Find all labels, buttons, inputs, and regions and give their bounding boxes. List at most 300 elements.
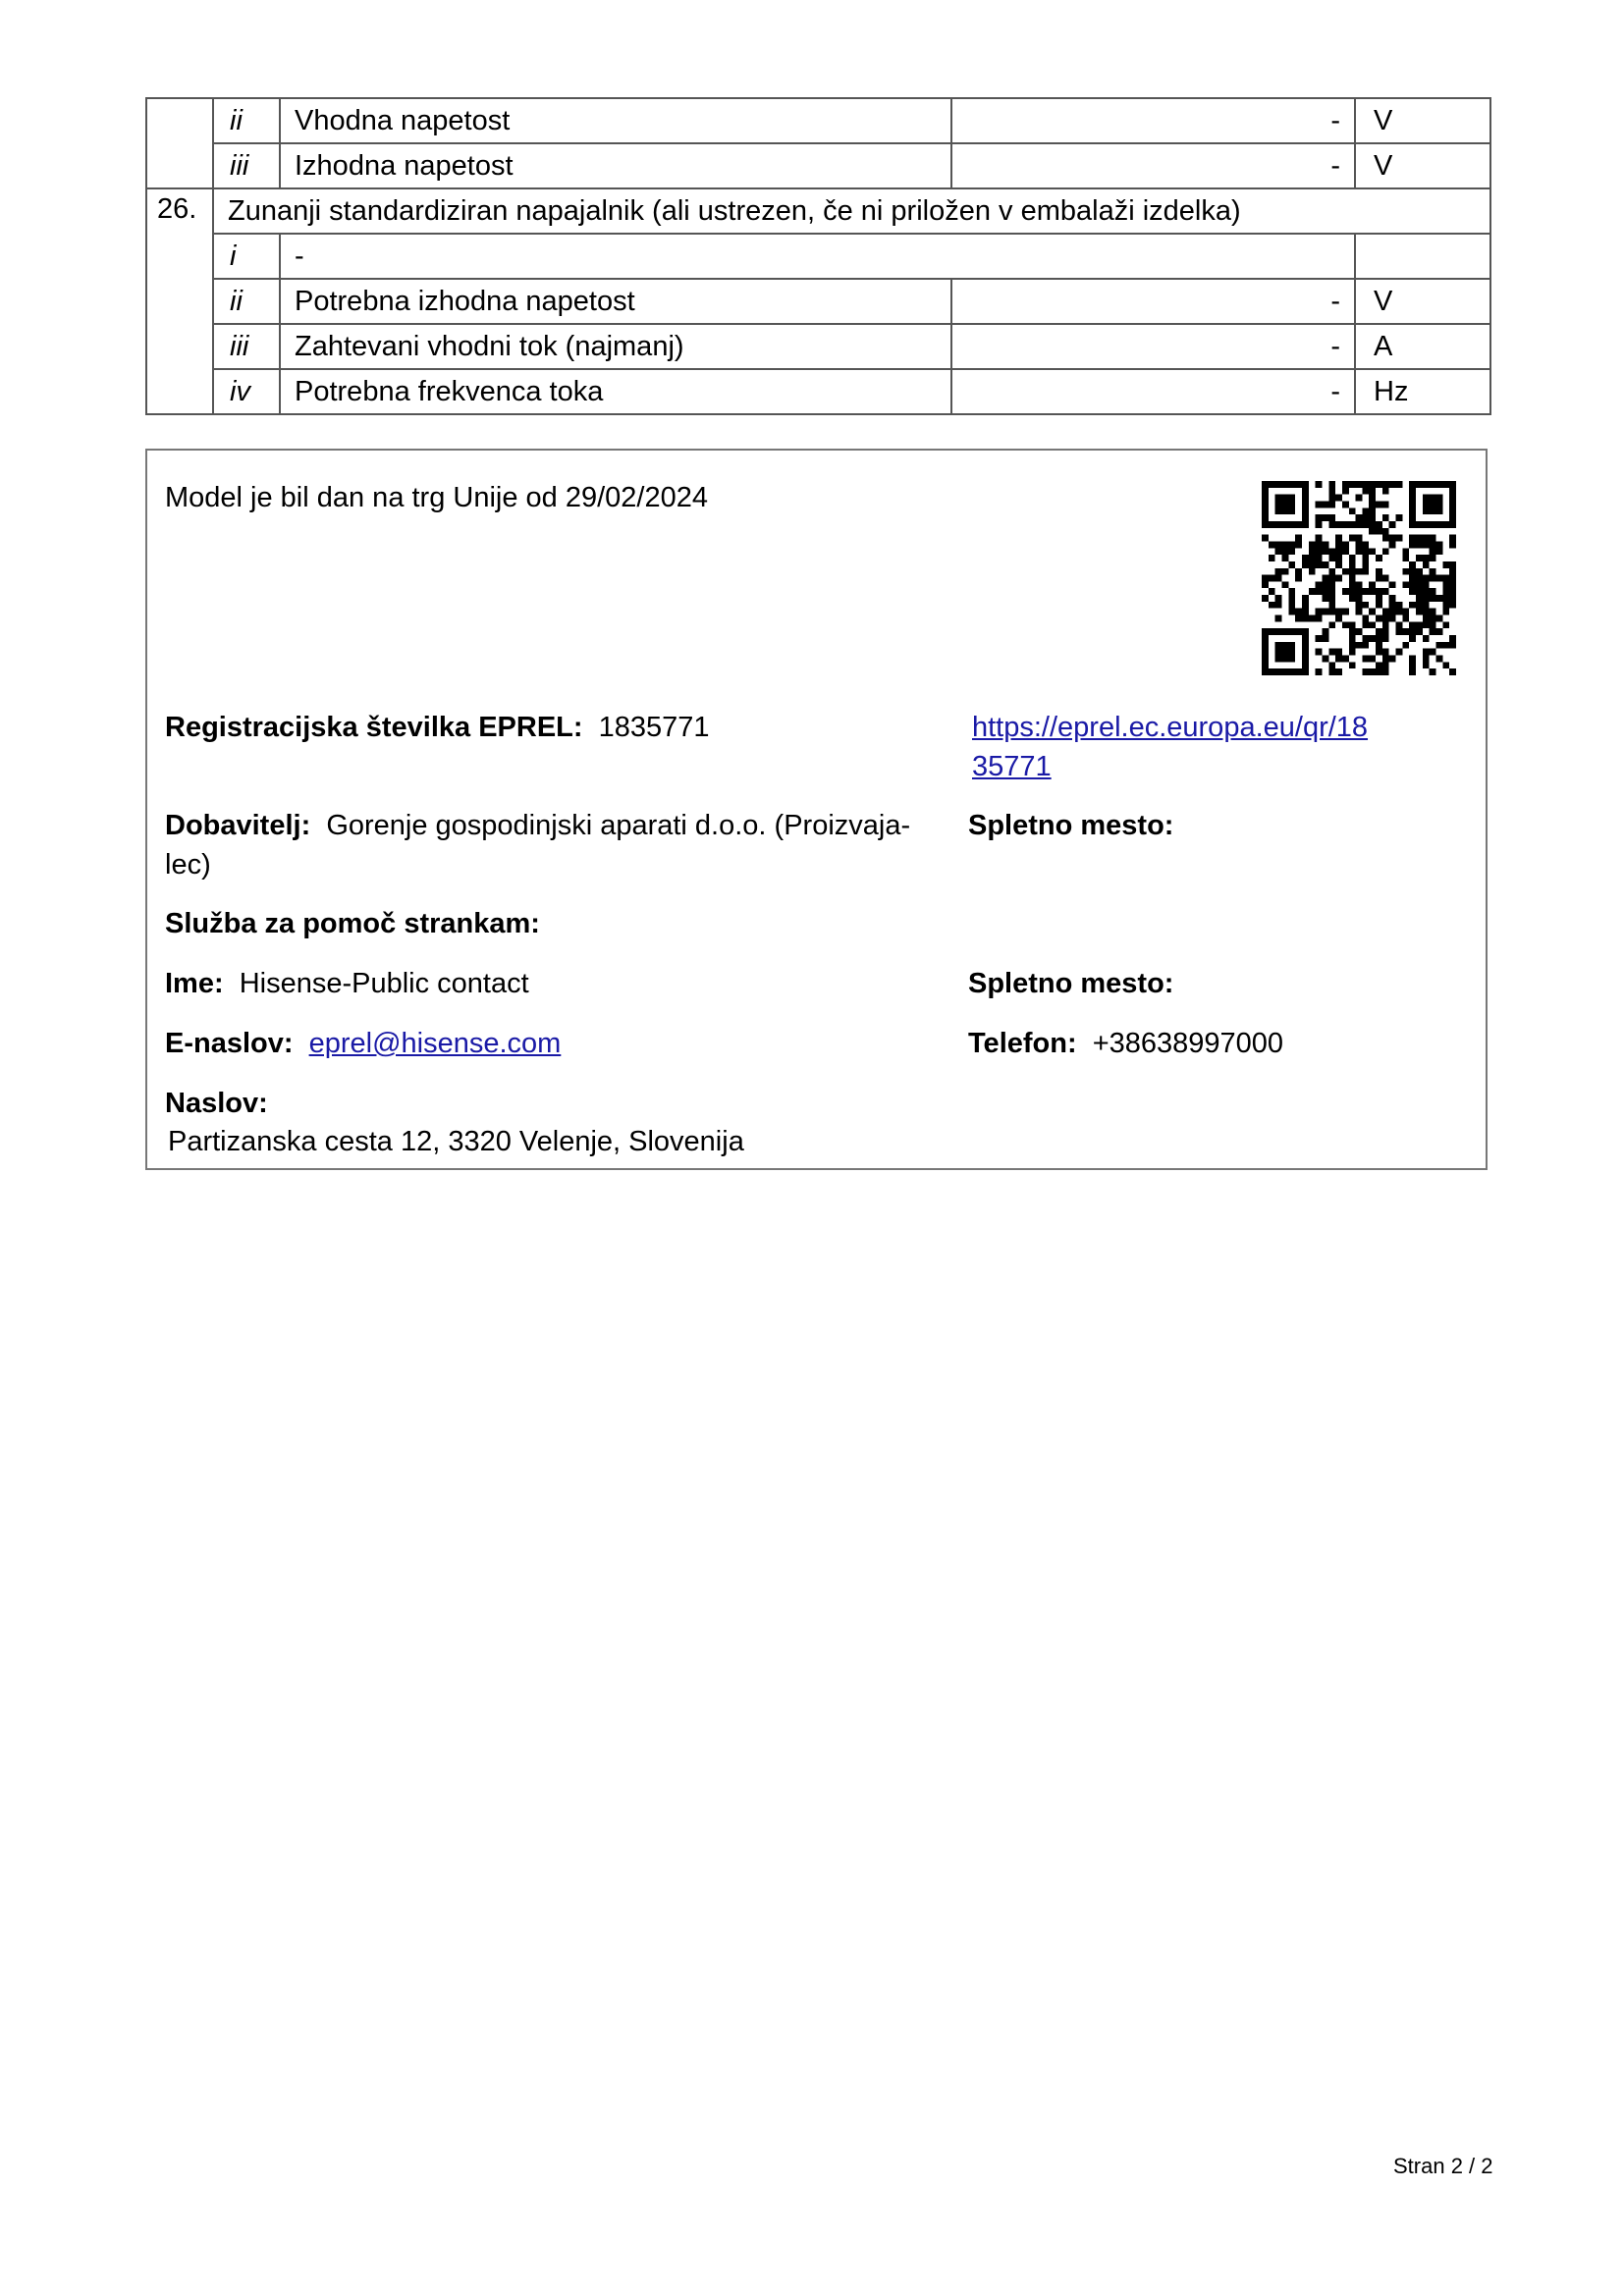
qr-module xyxy=(1356,481,1363,488)
qr-module xyxy=(1342,501,1349,507)
contact-name xyxy=(165,964,529,1003)
qr-module xyxy=(1449,521,1456,528)
qr-module xyxy=(1262,595,1269,602)
qr-module xyxy=(1302,488,1309,495)
qr-module xyxy=(1389,481,1396,488)
row-value: - xyxy=(951,324,1355,369)
qr-module xyxy=(1288,507,1295,514)
row-unit: V xyxy=(1355,143,1490,188)
qr-module xyxy=(1262,662,1269,668)
eprel-url-line1[interactable]: https://eprel.ec.europa.eu/qr/18 xyxy=(972,712,1369,743)
qr-module xyxy=(1262,481,1269,488)
qr-module xyxy=(1262,575,1269,582)
qr-module xyxy=(1322,609,1328,615)
qr-module xyxy=(1416,541,1423,548)
row-unit xyxy=(1355,234,1490,279)
qr-module xyxy=(1430,609,1436,615)
qr-module xyxy=(1335,649,1342,656)
qr-module xyxy=(1295,628,1302,635)
qr-module xyxy=(1442,481,1449,488)
qr-module xyxy=(1322,561,1328,568)
qr-module xyxy=(1275,541,1282,548)
qr-module xyxy=(1382,575,1389,582)
qr-module xyxy=(1423,521,1430,528)
qr-module xyxy=(1356,581,1363,588)
qr-module xyxy=(1302,609,1309,615)
qr-module xyxy=(1322,588,1328,595)
qr-module xyxy=(1328,521,1335,528)
qr-module xyxy=(1449,588,1456,595)
qr-module xyxy=(1328,548,1335,555)
qr-module xyxy=(1275,521,1282,528)
qr-module xyxy=(1295,541,1302,548)
qr-module xyxy=(1416,535,1423,542)
contact-phone xyxy=(968,1024,1283,1063)
qr-module xyxy=(1423,588,1430,595)
qr-module xyxy=(1449,581,1456,588)
qr-module xyxy=(1288,541,1295,548)
qr-module xyxy=(1316,481,1323,488)
qr-module xyxy=(1436,521,1443,528)
qr-module xyxy=(1402,568,1409,575)
qr-module xyxy=(1302,628,1309,635)
qr-module xyxy=(1342,541,1349,548)
qr-module xyxy=(1349,507,1356,514)
row-subindex: ii xyxy=(213,98,280,143)
table-row xyxy=(146,279,1490,324)
qr-module xyxy=(1369,488,1376,495)
qr-module xyxy=(1362,568,1369,575)
qr-module xyxy=(1356,495,1363,502)
qr-module xyxy=(1423,495,1430,502)
qr-module xyxy=(1396,602,1403,609)
eprel-registration xyxy=(165,708,710,747)
qr-module xyxy=(1449,575,1456,582)
qr-module xyxy=(1382,621,1389,628)
qr-module xyxy=(1275,595,1282,602)
qr-module xyxy=(1349,568,1356,575)
qr-module xyxy=(1376,649,1382,656)
qr-module xyxy=(1449,568,1456,575)
qr-module xyxy=(1389,615,1396,622)
qr-code-icon xyxy=(1262,481,1456,675)
qr-module xyxy=(1430,595,1436,602)
qr-module xyxy=(1369,514,1376,521)
qr-module xyxy=(1409,507,1416,514)
qr-module xyxy=(1328,501,1335,507)
qr-module xyxy=(1349,621,1356,628)
qr-module xyxy=(1281,568,1288,575)
qr-module xyxy=(1436,548,1443,555)
qr-module xyxy=(1342,521,1349,528)
qr-module xyxy=(1409,481,1416,488)
qr-module xyxy=(1369,668,1376,675)
qr-module xyxy=(1281,501,1288,507)
qr-module xyxy=(1362,588,1369,595)
qr-module xyxy=(1442,581,1449,588)
qr-module xyxy=(1281,649,1288,656)
qr-module xyxy=(1302,642,1309,649)
page-number: Stran 2 / 2 xyxy=(1393,2154,1493,2178)
qr-module xyxy=(1442,561,1449,568)
qr-module xyxy=(1316,555,1323,561)
qr-module xyxy=(1423,535,1430,542)
qr-module xyxy=(1382,635,1389,642)
qr-module xyxy=(1302,615,1309,622)
qr-module xyxy=(1322,635,1328,642)
qr-module xyxy=(1409,561,1416,568)
qr-module xyxy=(1382,514,1389,521)
qr-module xyxy=(1409,488,1416,495)
qr-module xyxy=(1442,662,1449,668)
qr-module xyxy=(1382,488,1389,495)
qr-module xyxy=(1362,481,1369,488)
qr-module xyxy=(1316,615,1323,622)
qr-module xyxy=(1409,662,1416,668)
email-link[interactable]: eprel@hisense.com xyxy=(308,1028,562,1059)
qr-module xyxy=(1382,615,1389,622)
qr-module xyxy=(1309,555,1316,561)
qr-module xyxy=(1349,642,1356,649)
qr-module xyxy=(1288,548,1295,555)
qr-module xyxy=(1382,668,1389,675)
qr-module xyxy=(1369,521,1376,528)
qr-module xyxy=(1369,581,1376,588)
qr-module xyxy=(1356,588,1363,595)
qr-module xyxy=(1275,501,1282,507)
qr-module xyxy=(1316,521,1323,528)
qr-module xyxy=(1262,628,1269,635)
qr-module xyxy=(1356,628,1363,635)
qr-module xyxy=(1262,642,1269,649)
qr-module xyxy=(1430,495,1436,502)
eprel-link[interactable] xyxy=(972,708,1368,786)
qr-module xyxy=(1281,521,1288,528)
qr-module xyxy=(1396,609,1403,615)
supplier-line2: lec) xyxy=(165,849,211,881)
qr-module xyxy=(1302,602,1309,609)
qr-module xyxy=(1322,628,1328,635)
qr-module xyxy=(1409,575,1416,582)
qr-module xyxy=(1262,501,1269,507)
qr-module xyxy=(1416,602,1423,609)
qr-module xyxy=(1356,514,1363,521)
row-number: 26. xyxy=(146,188,213,414)
qr-module xyxy=(1430,548,1436,555)
qr-module xyxy=(1436,575,1443,582)
qr-module xyxy=(1416,588,1423,595)
qr-module xyxy=(1389,581,1396,588)
qr-module xyxy=(1302,481,1309,488)
qr-module xyxy=(1335,656,1342,663)
qr-module xyxy=(1362,635,1369,642)
qr-module xyxy=(1349,555,1356,561)
qr-module xyxy=(1423,635,1430,642)
qr-module xyxy=(1449,481,1456,488)
qr-module xyxy=(1416,581,1423,588)
qr-module xyxy=(1328,555,1335,561)
qr-module xyxy=(1275,656,1282,663)
qr-module xyxy=(1262,488,1269,495)
qr-module xyxy=(1295,521,1302,528)
qr-module xyxy=(1376,588,1382,595)
qr-module xyxy=(1328,588,1335,595)
qr-module xyxy=(1316,548,1323,555)
qr-module xyxy=(1281,541,1288,548)
qr-module xyxy=(1362,668,1369,675)
qr-module xyxy=(1436,628,1443,635)
qr-module xyxy=(1376,555,1382,561)
qr-module xyxy=(1376,521,1382,528)
qr-module xyxy=(1430,568,1436,575)
qr-module xyxy=(1409,628,1416,635)
qr-module xyxy=(1362,548,1369,555)
row-number xyxy=(146,98,213,188)
qr-module xyxy=(1328,668,1335,675)
qr-module xyxy=(1430,588,1436,595)
qr-module xyxy=(1449,507,1456,514)
qr-module xyxy=(1430,507,1436,514)
qr-module xyxy=(1382,501,1389,507)
row-label: - xyxy=(280,234,1355,279)
qr-module xyxy=(1382,528,1389,535)
qr-module xyxy=(1376,481,1382,488)
qr-module xyxy=(1436,495,1443,502)
product-info-box xyxy=(145,449,1488,1170)
qr-module xyxy=(1436,615,1443,622)
qr-module xyxy=(1396,628,1403,635)
table-row xyxy=(146,234,1490,279)
row-label: Potrebna izhodna napetost xyxy=(280,279,951,324)
qr-module xyxy=(1389,609,1396,615)
qr-module xyxy=(1409,668,1416,675)
eprel-number: 1835771 xyxy=(598,712,710,743)
qr-module xyxy=(1362,555,1369,561)
row-label: Izhodna napetost xyxy=(280,143,951,188)
qr-module xyxy=(1322,501,1328,507)
qr-module xyxy=(1335,541,1342,548)
qr-module xyxy=(1430,521,1436,528)
qr-module xyxy=(1449,561,1456,568)
row-label: Potrebna frekvenca toka xyxy=(280,369,951,414)
qr-module xyxy=(1275,495,1282,502)
qr-module xyxy=(1288,602,1295,609)
spec-table xyxy=(145,97,1491,415)
qr-module xyxy=(1322,595,1328,602)
qr-module xyxy=(1302,561,1309,568)
qr-module xyxy=(1442,575,1449,582)
qr-module xyxy=(1269,521,1275,528)
qr-module xyxy=(1309,561,1316,568)
qr-module xyxy=(1449,514,1456,521)
qr-module xyxy=(1416,481,1423,488)
qr-module xyxy=(1423,507,1430,514)
qr-module xyxy=(1430,535,1436,542)
address-value: Partizanska cesta 12, 3320 Velenje, Slovenija xyxy=(168,1126,744,1157)
qr-module xyxy=(1442,621,1449,628)
qr-module xyxy=(1309,548,1316,555)
qr-module xyxy=(1376,595,1382,602)
qr-module xyxy=(1389,535,1396,542)
qr-module xyxy=(1302,635,1309,642)
qr-module xyxy=(1316,609,1323,615)
qr-module xyxy=(1275,668,1282,675)
qr-module xyxy=(1382,548,1389,555)
qr-module xyxy=(1328,662,1335,668)
qr-module xyxy=(1416,621,1423,628)
qr-module xyxy=(1335,548,1342,555)
qr-module xyxy=(1362,561,1369,568)
qr-module xyxy=(1281,668,1288,675)
qr-module xyxy=(1349,662,1356,668)
qr-module xyxy=(1269,602,1275,609)
qr-module xyxy=(1302,649,1309,656)
qr-module xyxy=(1362,488,1369,495)
qr-module xyxy=(1262,668,1269,675)
qr-module xyxy=(1362,521,1369,528)
qr-module xyxy=(1423,575,1430,582)
qr-module xyxy=(1423,501,1430,507)
qr-module xyxy=(1349,595,1356,602)
qr-module xyxy=(1281,495,1288,502)
qr-module xyxy=(1423,602,1430,609)
qr-module xyxy=(1295,575,1302,582)
qr-module xyxy=(1328,621,1335,628)
table-row xyxy=(146,98,1490,143)
qr-module xyxy=(1442,588,1449,595)
qr-module xyxy=(1302,656,1309,663)
qr-module xyxy=(1288,495,1295,502)
qr-module xyxy=(1376,668,1382,675)
qr-module xyxy=(1275,649,1282,656)
qr-module xyxy=(1328,602,1335,609)
qr-module xyxy=(1288,628,1295,635)
qr-module xyxy=(1402,609,1409,615)
supplier-label: Dobavitelj: xyxy=(165,810,311,841)
qr-module xyxy=(1322,541,1328,548)
name-label: Ime: xyxy=(165,968,224,999)
qr-module xyxy=(1442,642,1449,649)
qr-module xyxy=(1409,656,1416,663)
qr-module xyxy=(1281,555,1288,561)
qr-module xyxy=(1288,481,1295,488)
qr-module xyxy=(1449,635,1456,642)
qr-module xyxy=(1342,488,1349,495)
qr-module xyxy=(1288,521,1295,528)
qr-module xyxy=(1349,481,1356,488)
qr-module xyxy=(1423,561,1430,568)
row-unit: V xyxy=(1355,98,1490,143)
row-unit: Hz xyxy=(1355,369,1490,414)
qr-module xyxy=(1309,568,1316,575)
qr-module xyxy=(1335,495,1342,502)
qr-module xyxy=(1342,609,1349,615)
qr-module xyxy=(1342,568,1349,575)
qr-module xyxy=(1288,595,1295,602)
qr-module xyxy=(1409,621,1416,628)
qr-module xyxy=(1396,621,1403,628)
qr-module xyxy=(1275,548,1282,555)
qr-module xyxy=(1322,514,1328,521)
row-value: - xyxy=(951,369,1355,414)
qr-module xyxy=(1335,521,1342,528)
qr-module xyxy=(1416,555,1423,561)
qr-module xyxy=(1376,528,1382,535)
qr-module xyxy=(1269,668,1275,675)
qr-module xyxy=(1356,602,1363,609)
qr-module xyxy=(1349,628,1356,635)
qr-module xyxy=(1369,548,1376,555)
qr-module xyxy=(1369,528,1376,535)
qr-module xyxy=(1449,488,1456,495)
qr-module xyxy=(1335,615,1342,622)
qr-module xyxy=(1281,507,1288,514)
qr-module xyxy=(1409,588,1416,595)
qr-module xyxy=(1430,668,1436,675)
qr-module xyxy=(1302,501,1309,507)
qr-module xyxy=(1275,628,1282,635)
qr-module xyxy=(1288,501,1295,507)
qr-module xyxy=(1322,581,1328,588)
qr-module xyxy=(1342,481,1349,488)
qr-module xyxy=(1275,481,1282,488)
qr-module xyxy=(1316,581,1323,588)
qr-module xyxy=(1335,555,1342,561)
qr-module xyxy=(1262,535,1269,542)
qr-module xyxy=(1349,521,1356,528)
qr-module xyxy=(1409,568,1416,575)
qr-module xyxy=(1423,662,1430,668)
qr-module xyxy=(1369,481,1376,488)
qr-module xyxy=(1335,561,1342,568)
qr-module xyxy=(1436,507,1443,514)
qr-module xyxy=(1430,621,1436,628)
qr-module xyxy=(1389,595,1396,602)
qr-module xyxy=(1262,507,1269,514)
qr-module xyxy=(1349,581,1356,588)
row-label: Vhodna napetost xyxy=(280,98,951,143)
qr-module xyxy=(1328,514,1335,521)
qr-module xyxy=(1316,649,1323,656)
phone-value: +38638997000 xyxy=(1092,1028,1284,1059)
contact-email xyxy=(165,1024,561,1063)
qr-module xyxy=(1382,656,1389,663)
eprel-url-line2[interactable]: 35771 xyxy=(972,751,1052,782)
row-value: - xyxy=(951,143,1355,188)
qr-module xyxy=(1269,628,1275,635)
qr-module xyxy=(1369,621,1376,628)
qr-module xyxy=(1288,642,1295,649)
qr-module xyxy=(1402,628,1409,635)
qr-module xyxy=(1436,595,1443,602)
qr-module xyxy=(1349,575,1356,582)
qr-module xyxy=(1396,514,1403,521)
qr-module xyxy=(1302,507,1309,514)
row-subindex: iii xyxy=(213,143,280,188)
qr-module xyxy=(1362,602,1369,609)
email-label: E-naslov: xyxy=(165,1028,294,1059)
qr-module xyxy=(1376,568,1382,575)
qr-module xyxy=(1409,521,1416,528)
qr-module xyxy=(1288,609,1295,615)
qr-module xyxy=(1382,649,1389,656)
qr-module xyxy=(1449,541,1456,548)
qr-module xyxy=(1322,575,1328,582)
qr-module xyxy=(1356,521,1363,528)
phone-label: Telefon: xyxy=(968,1028,1077,1059)
qr-module xyxy=(1409,635,1416,642)
qr-module xyxy=(1342,621,1349,628)
